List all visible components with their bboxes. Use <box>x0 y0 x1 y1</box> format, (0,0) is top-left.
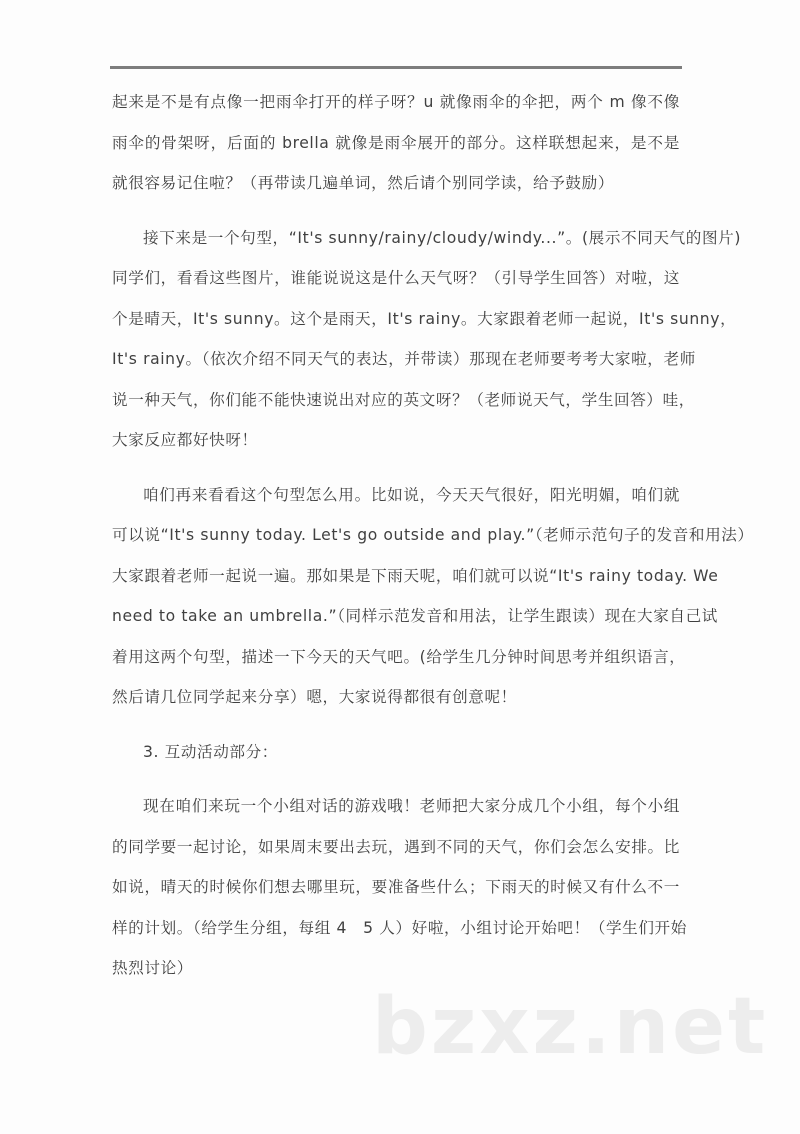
paragraph-gap <box>112 461 680 475</box>
text-line: 说一种天气，你们能不能快速说出对应的英文呀？（老师说天气，学生回答）哇， <box>112 390 695 409</box>
section-title: 互动活动部分： <box>164 742 278 761</box>
paragraph-gap <box>112 204 680 218</box>
text-line: 接下来是一个句型，“It's sunny/rainy/cloudy/windy...”。(展示不同天气的图片) <box>143 228 742 247</box>
paragraph-umbrella-mnemonic <box>112 82 680 204</box>
document-body <box>112 82 754 989</box>
text-line: 大家跟着老师一起说一遍。那如果是下雨天呢，咱们就可以说“It's rainy today. We <box>112 566 719 585</box>
paragraph-sentence-pattern <box>112 218 742 461</box>
text-line: 的同学要一起讨论，如果周末要出去玩，遇到不同的天气，你们会怎么安排。比 <box>112 837 680 856</box>
text-line: 个是晴天，It's sunny。这个是雨天，It's rainy。大家跟着老师一起说，It's sunny， <box>112 309 737 328</box>
watermark: bzxz.net <box>372 982 769 1072</box>
text-line: 咱们再来看看这个句型怎么用。比如说，今天天气很好，阳光明媚，咱们就 <box>143 485 680 504</box>
paragraph-usage-examples <box>112 475 754 718</box>
paragraph-gap <box>112 772 680 786</box>
text-line: 热烈讨论） <box>112 959 193 977</box>
text-line: 大家反应都好快呀！ <box>112 431 258 449</box>
paragraph-group-activity <box>112 786 687 989</box>
text-line: 雨伞的骨架呀，后面的 brella 就像是雨伞展开的部分。这样联想起来，是不是 <box>112 133 680 152</box>
text-line: 现在咱们来玩一个小组对话的游戏哦！老师把大家分成几个小组，每个小组 <box>143 797 680 815</box>
paragraph-gap <box>112 718 680 732</box>
text-line: 就很容易记住啦？（再带读几遍单词，然后请个别同学读，给予鼓励） <box>112 174 615 192</box>
header-rule <box>110 66 682 69</box>
section-number: 3. <box>143 742 160 761</box>
text-line: 同学们，看看这些图片，谁能说说这是什么天气呀？（引导学生回答）对啦，这 <box>112 269 680 287</box>
text-line: 样的计划。（给学生分组，每组 4 5 人）好啦，小组讨论开始吧！（学生们开始 <box>112 918 687 937</box>
text-line: It's rainy。（依次介绍不同天气的表达，并带读）那现在老师要考考大家啦，老师 <box>112 350 696 368</box>
text-line: 然后请几位同学起来分享）嗯，大家说得都很有创意呢！ <box>112 688 517 706</box>
text-line: 着用这两个句型，描述一下今天的天气吧。(给学生几分钟时间思考并组织语言， <box>112 647 686 666</box>
text-line: need to take an umbrella.”（同样示范发音和用法，让学生跟读）现在大家自己试 <box>112 607 718 625</box>
text-line: 可以说“It's sunny today. Let's go outside and play.”（老师示范句子的发音和用法） <box>112 526 754 544</box>
text-line: 如说，晴天的时候你们想去哪里玩，要准备些什么；下雨天的时候又有什么不一 <box>112 878 680 896</box>
text-line: 起来是不是有点像一把雨伞打开的样子呀？u 就像雨伞的伞把，两个 m 像不像 <box>112 93 680 111</box>
section-heading <box>112 732 680 773</box>
